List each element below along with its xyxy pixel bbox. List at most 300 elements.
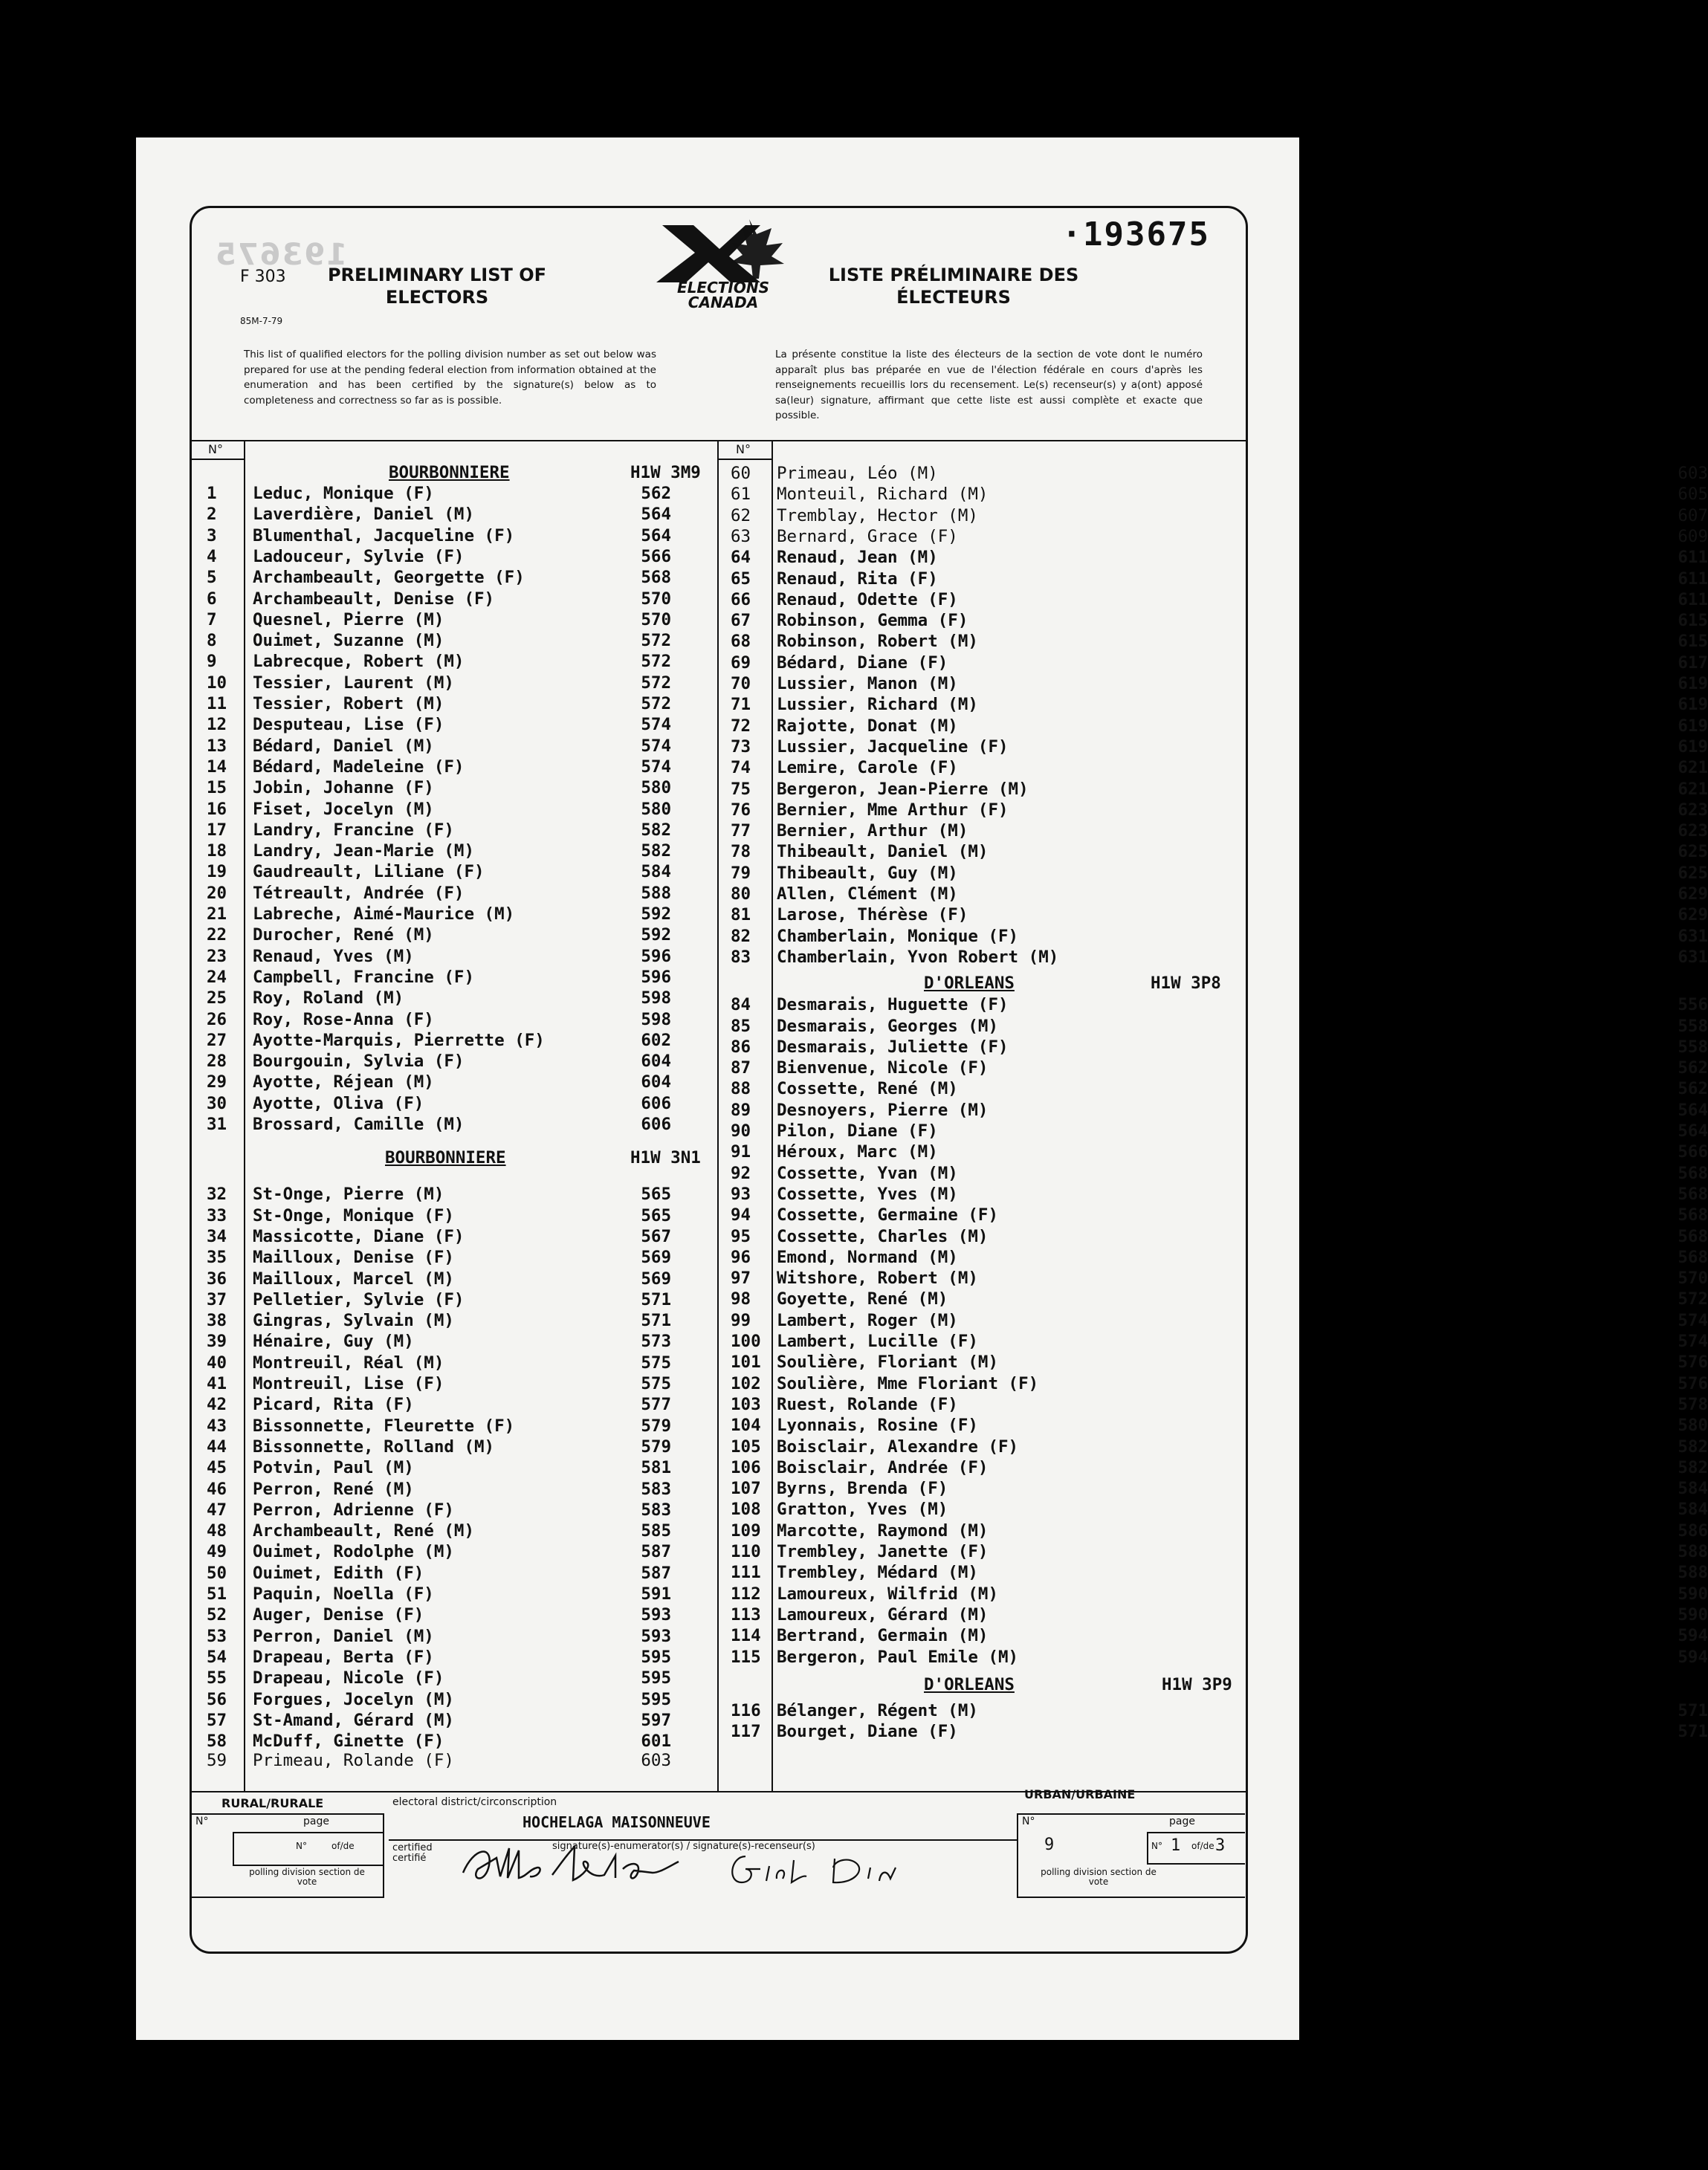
house-number: 619 bbox=[1678, 716, 1708, 736]
elector-name: Robinson, Gemma (F) bbox=[777, 611, 968, 631]
elector-name: Gingras, Sylvain (M) bbox=[253, 1311, 454, 1331]
elector-name: Ouimet, Edith (F) bbox=[253, 1563, 424, 1583]
elector-name: Ouimet, Suzanne (M) bbox=[253, 631, 444, 651]
elector-name: Renaud, Rita (F) bbox=[777, 569, 938, 589]
electoral-district-label: electoral district/circonscription bbox=[392, 1796, 557, 1808]
elector-number: 21 bbox=[207, 904, 227, 924]
house-number: 603 bbox=[1678, 464, 1708, 483]
house-number: 588 bbox=[641, 883, 671, 903]
elector-number: 60 bbox=[731, 464, 751, 483]
house-number: 575 bbox=[641, 1353, 671, 1373]
rural-label: RURAL/RURALE bbox=[221, 1796, 324, 1810]
elector-number: 35 bbox=[207, 1248, 227, 1268]
elector-name: Laverdière, Daniel (M) bbox=[253, 505, 475, 525]
elector-name: Landry, Francine (F) bbox=[253, 820, 454, 840]
house-number: 562 bbox=[1678, 1058, 1708, 1078]
elector-name: Jobin, Johanne (F) bbox=[253, 778, 434, 798]
title-french bbox=[820, 264, 1087, 308]
elector-number: 9 bbox=[207, 652, 217, 672]
elector-number: 2 bbox=[207, 505, 217, 525]
elector-name: Primeau, Léo (M) bbox=[777, 464, 938, 483]
elector-number: 98 bbox=[731, 1289, 751, 1309]
elector-number: 76 bbox=[731, 800, 751, 820]
elector-number: 82 bbox=[731, 926, 751, 946]
house-number: 588 bbox=[1678, 1542, 1708, 1561]
elector-number: 79 bbox=[731, 863, 751, 883]
elector-name: Tessier, Laurent (M) bbox=[253, 673, 454, 693]
elector-number: 22 bbox=[207, 925, 227, 945]
elector-number: 74 bbox=[731, 758, 751, 778]
house-number: 595 bbox=[641, 1668, 671, 1688]
elector-name: Bergeron, Paul Emile (M) bbox=[777, 1647, 1019, 1667]
elector-number: 10 bbox=[207, 673, 227, 693]
elector-number: 53 bbox=[207, 1626, 227, 1646]
elector-number: 3 bbox=[207, 525, 217, 545]
house-number: 592 bbox=[641, 904, 671, 924]
house-number: 629 bbox=[1678, 884, 1708, 904]
elector-name: Bédard, Diane (F) bbox=[777, 652, 948, 673]
elector-number: 77 bbox=[731, 821, 751, 841]
elector-number: 8 bbox=[207, 631, 217, 651]
elector-number: 32 bbox=[207, 1185, 227, 1205]
elector-name: Bissonnette, Rolland (M) bbox=[253, 1437, 495, 1457]
intro-french: La présente constitue la liste des électeurs de la section de vote dont le numéro apparaît plus bas préparée en vue de l'élection fédérale en cours d'après les renseignements recueillis lors du recensement. Le(s) recenseur(s) y a(ont) apposé sa(leur) signature, affirmant que cette liste est aussi complète et exacte que possible. bbox=[775, 349, 1203, 421]
elector-number: 25 bbox=[207, 988, 227, 1008]
elector-name: Fiset, Jocelyn (M) bbox=[253, 799, 434, 819]
elector-number: 69 bbox=[731, 652, 751, 673]
elector-number: 111 bbox=[731, 1563, 761, 1583]
house-number: 565 bbox=[641, 1185, 671, 1205]
elector-name: Perron, Daniel (M) bbox=[253, 1626, 434, 1646]
house-number: 584 bbox=[1678, 1479, 1708, 1499]
urban-of-value: 3 bbox=[1215, 1836, 1226, 1855]
title-french-line2: ÉLECTEURS bbox=[896, 287, 1011, 308]
house-number: 570 bbox=[641, 589, 671, 609]
elector-name: Desmarais, Juliette (F) bbox=[777, 1037, 1009, 1057]
elector-name: Bernier, Mme Arthur (F) bbox=[777, 800, 1009, 820]
elector-number: 80 bbox=[731, 884, 751, 904]
elector-name: St-Amand, Gérard (M) bbox=[253, 1710, 454, 1730]
postal-code: H1W 3N1 bbox=[630, 1148, 701, 1168]
elector-name: Bertrand, Germain (M) bbox=[777, 1626, 989, 1646]
elector-number: 116 bbox=[731, 1700, 761, 1720]
form-number: F 303 bbox=[240, 268, 286, 286]
elector-number: 36 bbox=[207, 1269, 227, 1289]
rural-page-box bbox=[233, 1832, 384, 1866]
elector-name: Archambeault, René (M) bbox=[253, 1521, 475, 1541]
elector-name: Bédard, Madeleine (F) bbox=[253, 757, 465, 777]
form-code: 85M-7-79 bbox=[240, 316, 283, 326]
elector-name: Drapeau, Berta (F) bbox=[253, 1647, 434, 1667]
house-number: 579 bbox=[641, 1416, 671, 1436]
elector-name: Renaud, Yves (M) bbox=[253, 946, 414, 966]
house-number: 568 bbox=[641, 568, 671, 588]
house-number: 562 bbox=[641, 484, 671, 503]
elector-number: 41 bbox=[207, 1374, 227, 1393]
electors-list-sheet bbox=[136, 137, 1708, 2040]
house-number: 611 bbox=[1678, 569, 1708, 589]
elector-number: 97 bbox=[731, 1269, 751, 1289]
house-number: 569 bbox=[641, 1269, 671, 1289]
house-number: 568 bbox=[1678, 1205, 1708, 1225]
postal-code: H1W 3P8 bbox=[1151, 974, 1221, 994]
house-number: 596 bbox=[641, 946, 671, 966]
elector-number: 17 bbox=[207, 820, 227, 840]
elector-name: Soulière, Floriant (M) bbox=[777, 1353, 999, 1373]
house-number: 564 bbox=[641, 525, 671, 545]
elector-number: 101 bbox=[731, 1353, 761, 1373]
elector-number: 34 bbox=[207, 1226, 227, 1246]
elector-name: Labreche, Aimé-Maurice (M) bbox=[253, 904, 515, 924]
elector-name: Gratton, Yves (M) bbox=[777, 1500, 948, 1520]
house-number: 577 bbox=[641, 1395, 671, 1415]
house-number: 619 bbox=[1678, 674, 1708, 693]
elector-number: 68 bbox=[731, 632, 751, 652]
house-number: 594 bbox=[1678, 1626, 1708, 1646]
house-number: 621 bbox=[1678, 758, 1708, 778]
elector-number: 62 bbox=[731, 505, 751, 525]
house-number: 564 bbox=[1678, 1100, 1708, 1120]
elector-name: Thibeault, Daniel (M) bbox=[777, 842, 989, 862]
house-number: 611 bbox=[1678, 548, 1708, 568]
elector-number: 78 bbox=[731, 842, 751, 862]
elector-number: 107 bbox=[731, 1479, 761, 1499]
house-number: 617 bbox=[1678, 652, 1708, 673]
elector-number: 4 bbox=[207, 546, 217, 566]
house-number: 565 bbox=[641, 1205, 671, 1225]
elector-name: Montreuil, Lise (F) bbox=[253, 1374, 444, 1393]
elector-name: Marcotte, Raymond (M) bbox=[777, 1520, 989, 1541]
elector-number: 96 bbox=[731, 1247, 751, 1267]
rural-of-label: of/de bbox=[331, 1841, 355, 1851]
house-number: 580 bbox=[641, 799, 671, 819]
center-divider bbox=[717, 440, 719, 1791]
elector-name: Tétreault, Andrée (F) bbox=[253, 883, 465, 903]
elector-number: 48 bbox=[207, 1521, 227, 1541]
house-number: 606 bbox=[641, 1115, 671, 1134]
elector-number: 56 bbox=[207, 1689, 227, 1709]
house-number: 598 bbox=[641, 1009, 671, 1029]
elector-number: 102 bbox=[731, 1373, 761, 1393]
house-number: 571 bbox=[641, 1289, 671, 1309]
bleed-through-serial: 193675 bbox=[214, 238, 347, 272]
elector-number: 81 bbox=[731, 905, 751, 925]
elector-number: 105 bbox=[731, 1437, 761, 1457]
elector-name: Lemire, Carole (F) bbox=[777, 758, 958, 778]
elector-number: 95 bbox=[731, 1226, 751, 1246]
elector-number: 100 bbox=[731, 1332, 761, 1351]
elector-number: 54 bbox=[207, 1647, 227, 1667]
elector-number: 108 bbox=[731, 1500, 761, 1520]
elector-name: Chamberlain, Monique (F) bbox=[777, 926, 1019, 946]
elector-number: 63 bbox=[731, 526, 751, 546]
elector-number: 110 bbox=[731, 1542, 761, 1561]
elector-number: 99 bbox=[731, 1310, 751, 1330]
elector-number: 49 bbox=[207, 1542, 227, 1562]
elector-name: Bernier, Arthur (M) bbox=[777, 821, 968, 841]
elector-number: 29 bbox=[207, 1072, 227, 1092]
elector-name: Larose, Thérèse (F) bbox=[777, 905, 968, 925]
elector-name: Soulière, Mme Floriant (F) bbox=[777, 1373, 1039, 1393]
elector-name: Desputeau, Lise (F) bbox=[253, 715, 444, 735]
house-number: 629 bbox=[1678, 905, 1708, 925]
elector-number: 117 bbox=[731, 1722, 761, 1742]
right-no-header-rule bbox=[717, 459, 773, 460]
logo-line2: CANADA bbox=[688, 294, 759, 311]
house-number: 582 bbox=[1678, 1437, 1708, 1457]
logo-text bbox=[649, 280, 798, 310]
title-french-line1: LISTE PRÉLIMINAIRE DES bbox=[828, 265, 1079, 285]
elector-number: 59 bbox=[207, 1751, 227, 1771]
elector-name: Allen, Clément (M) bbox=[777, 884, 958, 904]
elector-name: Bélanger, Régent (M) bbox=[777, 1700, 978, 1720]
elector-number: 90 bbox=[731, 1121, 751, 1141]
elector-number: 58 bbox=[207, 1732, 227, 1752]
elector-number: 6 bbox=[207, 589, 217, 609]
elector-name: Ayotte-Marquis, Pierrette (F) bbox=[253, 1030, 545, 1050]
house-number: 583 bbox=[641, 1479, 671, 1499]
house-number: 573 bbox=[641, 1332, 671, 1352]
house-number: 587 bbox=[641, 1542, 671, 1562]
house-number: 603 bbox=[641, 1751, 671, 1771]
elector-number: 11 bbox=[207, 694, 227, 713]
serial-number: ·193675 bbox=[1061, 216, 1210, 253]
house-number: 586 bbox=[1678, 1520, 1708, 1541]
house-number: 584 bbox=[1678, 1500, 1708, 1520]
elector-number: 16 bbox=[207, 799, 227, 819]
elector-number: 51 bbox=[207, 1584, 227, 1604]
elector-number: 39 bbox=[207, 1332, 227, 1352]
elector-name: Desnoyers, Pierre (M) bbox=[777, 1100, 989, 1120]
elector-number: 27 bbox=[207, 1030, 227, 1050]
elector-number: 12 bbox=[207, 715, 227, 735]
elector-name: Roy, Rose-Anna (F) bbox=[253, 1009, 434, 1029]
house-number: 568 bbox=[1678, 1226, 1708, 1246]
elector-name: Montreuil, Réal (M) bbox=[253, 1353, 444, 1373]
elections-canada-logo bbox=[649, 219, 798, 316]
elector-name: Tremblay, Hector (M) bbox=[777, 505, 978, 525]
elector-name: Durocher, René (M) bbox=[253, 925, 434, 945]
urban-label: URBAN/URBAINE bbox=[1024, 1787, 1136, 1801]
house-number: 564 bbox=[1678, 1121, 1708, 1141]
house-number: 574 bbox=[641, 715, 671, 735]
elector-name: Bernard, Grace (F) bbox=[777, 526, 958, 546]
elector-number: 92 bbox=[731, 1163, 751, 1183]
house-number: 580 bbox=[1678, 1416, 1708, 1436]
elector-name: Ayotte, Oliva (F) bbox=[253, 1093, 424, 1113]
elector-name: Picard, Rita (F) bbox=[253, 1395, 414, 1415]
house-number: 631 bbox=[1678, 926, 1708, 946]
elector-name: Perron, Adrienne (F) bbox=[253, 1500, 454, 1520]
urban-polling-label: polling division section de vote bbox=[1041, 1867, 1157, 1887]
elector-number: 104 bbox=[731, 1416, 761, 1436]
elector-name: Ladouceur, Sylvie (F) bbox=[253, 546, 465, 566]
elector-name: Lamoureux, Gérard (M) bbox=[777, 1604, 989, 1625]
elector-name: Paquin, Noella (F) bbox=[253, 1584, 434, 1604]
house-number: 558 bbox=[1678, 1037, 1708, 1057]
house-number: 574 bbox=[1678, 1332, 1708, 1351]
rural-no-label: N° bbox=[195, 1816, 209, 1827]
elector-number: 66 bbox=[731, 589, 751, 609]
house-number: 571 bbox=[1678, 1722, 1708, 1742]
elector-number: 5 bbox=[207, 568, 217, 588]
postal-code: H1W 3M9 bbox=[630, 463, 701, 482]
elector-name: Ruest, Rolande (F) bbox=[777, 1394, 958, 1414]
elector-number: 61 bbox=[731, 485, 751, 505]
elector-number: 26 bbox=[207, 1009, 227, 1029]
elector-name: Héroux, Marc (M) bbox=[777, 1142, 938, 1162]
elector-name: Archambeault, Georgette (F) bbox=[253, 568, 525, 588]
house-number: 558 bbox=[1678, 1016, 1708, 1036]
house-number: 631 bbox=[1678, 947, 1708, 967]
elector-number: 46 bbox=[207, 1479, 227, 1499]
elector-number: 31 bbox=[207, 1115, 227, 1134]
elector-name: Landry, Jean-Marie (M) bbox=[253, 841, 475, 861]
elector-name: Renaud, Odette (F) bbox=[777, 589, 958, 609]
house-number: 571 bbox=[641, 1311, 671, 1331]
house-number: 597 bbox=[641, 1710, 671, 1730]
elector-name: Auger, Denise (F) bbox=[253, 1605, 424, 1625]
elector-number: 87 bbox=[731, 1058, 751, 1078]
elector-number: 28 bbox=[207, 1052, 227, 1072]
elector-name: St-Onge, Monique (F) bbox=[253, 1205, 454, 1225]
elector-number: 15 bbox=[207, 778, 227, 798]
elector-name: Massicotte, Diane (F) bbox=[253, 1226, 465, 1246]
elector-name: Cossette, Yves (M) bbox=[777, 1184, 958, 1204]
house-number: 574 bbox=[1678, 1310, 1708, 1330]
rural-page-no-label: N° bbox=[296, 1841, 307, 1851]
elector-number: 23 bbox=[207, 946, 227, 966]
house-number: 574 bbox=[641, 736, 671, 756]
elector-number: 93 bbox=[731, 1184, 751, 1204]
house-number: 588 bbox=[1678, 1563, 1708, 1583]
house-number: 593 bbox=[641, 1605, 671, 1625]
elector-name: Renaud, Jean (M) bbox=[777, 548, 938, 568]
house-number: 566 bbox=[1678, 1142, 1708, 1162]
house-number: 615 bbox=[1678, 611, 1708, 631]
house-number: 592 bbox=[641, 925, 671, 945]
elector-name: Tessier, Robert (M) bbox=[253, 694, 444, 713]
elector-name: Quesnel, Pierre (M) bbox=[253, 609, 444, 629]
elector-number: 88 bbox=[731, 1079, 751, 1099]
house-number: 598 bbox=[641, 988, 671, 1008]
urban-page-value: 1 bbox=[1171, 1836, 1181, 1855]
house-number: 583 bbox=[641, 1500, 671, 1520]
elector-name: Byrns, Brenda (F) bbox=[777, 1479, 948, 1499]
elector-number: 19 bbox=[207, 862, 227, 882]
house-number: 581 bbox=[641, 1458, 671, 1478]
house-number: 605 bbox=[1678, 485, 1708, 505]
house-number: 578 bbox=[1678, 1394, 1708, 1414]
house-number: 566 bbox=[641, 546, 671, 566]
house-number: 568 bbox=[1678, 1184, 1708, 1204]
urban-no-label: N° bbox=[1022, 1816, 1035, 1827]
intro-english: This list of qualified electors for the polling division number as set out below was prepared for use at the pending federal election from information obtained at the enumeration and has been certified by the signature(s) below as to completeness and correctness so far as is possible. bbox=[244, 349, 656, 407]
urban-no-value: 9 bbox=[1044, 1836, 1055, 1854]
elector-name: Lambert, Lucille (F) bbox=[777, 1332, 978, 1351]
elector-name: Lussier, Manon (M) bbox=[777, 674, 958, 693]
elector-name: Desmarais, Georges (M) bbox=[777, 1016, 999, 1036]
logo-line1: ELECTIONS bbox=[677, 279, 769, 297]
house-number: 623 bbox=[1678, 821, 1708, 841]
elector-name: Campbell, Francine (F) bbox=[253, 967, 475, 987]
title-english-line1: PRELIMINARY LIST OF bbox=[327, 265, 547, 285]
signature-2-mark bbox=[723, 1845, 902, 1890]
elector-number: 112 bbox=[731, 1584, 761, 1604]
elector-number: 40 bbox=[207, 1353, 227, 1373]
house-number: 606 bbox=[641, 1093, 671, 1113]
elector-number: 109 bbox=[731, 1520, 761, 1541]
rural-polling-label: polling division section de vote bbox=[249, 1867, 365, 1887]
street-name: BOURBONNIERE bbox=[389, 463, 510, 482]
elector-name: Desmarais, Huguette (F) bbox=[777, 995, 1009, 1015]
elector-number: 52 bbox=[207, 1605, 227, 1625]
elector-number: 24 bbox=[207, 967, 227, 987]
elector-name: Cossette, René (M) bbox=[777, 1079, 958, 1099]
elector-name: Ouimet, Rodolphe (M) bbox=[253, 1542, 454, 1562]
elector-name: Cossette, Yvan (M) bbox=[777, 1163, 958, 1183]
elector-name: Bienvenue, Nicole (F) bbox=[777, 1058, 989, 1078]
house-number: 595 bbox=[641, 1647, 671, 1667]
house-number: 601 bbox=[641, 1732, 671, 1752]
signature-2 bbox=[723, 1845, 902, 1902]
elector-number: 113 bbox=[731, 1604, 761, 1625]
elector-name: Labrecque, Robert (M) bbox=[253, 652, 465, 672]
house-number: 572 bbox=[641, 631, 671, 651]
house-number: 602 bbox=[641, 1030, 671, 1050]
signature-1 bbox=[456, 1839, 686, 1902]
title-english bbox=[326, 264, 549, 308]
house-number: 582 bbox=[641, 841, 671, 861]
elector-number: 47 bbox=[207, 1500, 227, 1520]
elector-name: Rajotte, Donat (M) bbox=[777, 716, 958, 736]
certified-label: certified certifié bbox=[392, 1842, 433, 1864]
house-number: 579 bbox=[641, 1437, 671, 1457]
elector-number: 115 bbox=[731, 1647, 761, 1667]
elector-name: Bergeron, Jean-Pierre (M) bbox=[777, 779, 1029, 799]
elector-number: 64 bbox=[731, 548, 751, 568]
house-number: 590 bbox=[1678, 1584, 1708, 1604]
house-number: 564 bbox=[641, 505, 671, 525]
elector-number: 106 bbox=[731, 1457, 761, 1477]
house-number: 593 bbox=[641, 1626, 671, 1646]
title-english-line2: ELECTORS bbox=[385, 287, 489, 308]
elector-number: 18 bbox=[207, 841, 227, 861]
house-number: 582 bbox=[1678, 1457, 1708, 1477]
rural-page-label: page bbox=[303, 1816, 329, 1827]
elector-name: Pelletier, Sylvie (F) bbox=[253, 1289, 465, 1309]
house-number: 590 bbox=[1678, 1604, 1708, 1625]
house-number: 556 bbox=[1678, 995, 1708, 1015]
elector-number: 89 bbox=[731, 1100, 751, 1120]
house-number: 621 bbox=[1678, 779, 1708, 799]
elector-number: 55 bbox=[207, 1668, 227, 1688]
house-number: 604 bbox=[641, 1072, 671, 1092]
elector-name: Goyette, René (M) bbox=[777, 1289, 948, 1309]
elector-name: Lambert, Roger (M) bbox=[777, 1310, 958, 1330]
maple-leaf-x-icon bbox=[649, 219, 798, 282]
house-number: 569 bbox=[641, 1248, 671, 1268]
elector-name: Bourget, Diane (F) bbox=[777, 1722, 958, 1742]
elector-name: Thibeault, Guy (M) bbox=[777, 863, 958, 883]
house-number: 596 bbox=[641, 967, 671, 987]
house-number: 575 bbox=[641, 1374, 671, 1393]
elector-number: 71 bbox=[731, 695, 751, 715]
elector-number: 44 bbox=[207, 1437, 227, 1457]
signature-1-mark bbox=[456, 1839, 686, 1891]
elector-name: Hénaire, Guy (M) bbox=[253, 1332, 414, 1352]
house-number: 619 bbox=[1678, 736, 1708, 757]
